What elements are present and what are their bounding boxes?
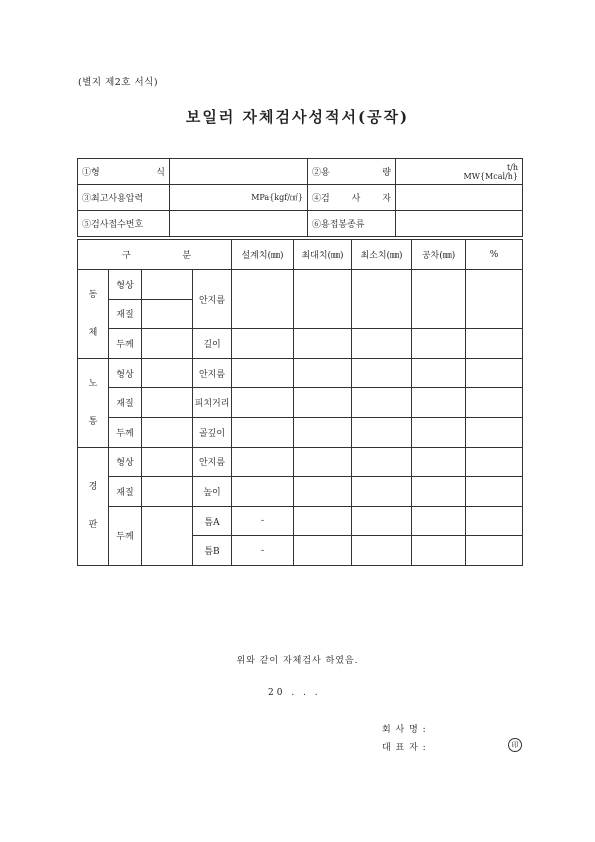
category-header-1: 구 [122,251,131,261]
body-inner-diameter-tolerance[interactable] [412,270,466,329]
inspector-label [308,185,396,211]
plate-gap-b-percent[interactable] [466,536,523,566]
tolerance-header: 공차(㎜) [412,240,466,270]
body-inner-diameter-percent[interactable] [466,270,523,329]
body-inner-diameter-min[interactable] [352,270,412,329]
tube-section-label [78,358,109,447]
min-header: 최소치(㎜) [352,240,412,270]
tube-label-2: 통 [88,416,98,427]
inspector-label-1: ④검 [312,194,330,204]
body-thickness-label: 두께 [109,329,142,359]
design-header: 설계치(㎜) [232,240,294,270]
table-row [78,388,523,418]
plate-height-label: 높이 [193,477,232,507]
statement-text: 위와 같이 자체검사 하였음. [236,656,359,666]
tube-pitch-design[interactable] [232,388,294,418]
receipt-field[interactable] [170,211,308,237]
inspector-label-3: 자 [382,194,391,204]
tube-inner-diameter-min[interactable] [352,358,412,388]
table-header-row [78,240,523,270]
receipt-label: ⑤검사접수번호 [78,211,170,237]
plate-gap-b-max[interactable] [294,536,352,566]
plate-section-label [78,447,109,565]
capacity-field[interactable] [396,159,523,185]
tube-inner-diameter-design[interactable] [232,358,294,388]
pressure-unit: MPa{kgf/㎠} [251,193,303,202]
tube-inner-diameter-tolerance[interactable] [412,358,466,388]
plate-shape-value[interactable] [142,447,193,477]
table-row [78,329,523,359]
inspector-label-2: 사 [351,194,361,204]
body-length-label: 길이 [193,329,232,359]
plate-gap-b-min[interactable] [352,536,412,566]
tube-thickness-value[interactable] [142,417,193,447]
plate-gap-b-tolerance[interactable] [412,536,466,566]
company-label: 회 사 명 : [382,725,427,735]
welding-field[interactable] [396,211,523,237]
plate-inner-diameter-min[interactable] [352,447,412,477]
max-header: 최대치(㎜) [294,240,352,270]
plate-inner-diameter-design[interactable] [232,447,294,477]
body-length-min[interactable] [352,329,412,359]
tube-groove-depth-design[interactable] [232,417,294,447]
pressure-field[interactable] [170,185,308,211]
plate-material-value[interactable] [142,477,193,507]
tube-pitch-tolerance[interactable] [412,388,466,418]
welding-label: ⑥용접봉종류 [308,211,396,237]
plate-height-design[interactable] [232,477,294,507]
body-shape-value[interactable] [142,270,193,300]
plate-height-max[interactable] [294,477,352,507]
plate-gap-a-percent[interactable] [466,506,523,536]
type-label-1: ①형 [82,168,100,178]
plate-shape-label: 형상 [109,447,142,477]
body-length-max[interactable] [294,329,352,359]
tube-inner-diameter-percent[interactable] [466,358,523,388]
info-table [77,158,523,237]
plate-gap-b-label: 틈B [193,536,232,566]
body-material-label: 재질 [109,299,142,329]
body-length-tolerance[interactable] [412,329,466,359]
body-section-label [78,270,109,359]
plate-gap-a-tolerance[interactable] [412,506,466,536]
tube-pitch-label: 피치거리 [193,388,232,418]
capacity-unit-2: MW{Mcal/h} [463,171,518,181]
table-row [78,477,523,507]
body-shape-label: 형상 [109,270,142,300]
category-header-2: 분 [182,251,192,261]
plate-height-min[interactable] [352,477,412,507]
tube-thickness-label: 두께 [109,417,142,447]
type-label-2: 식 [156,168,165,178]
plate-inner-diameter-label: 안지름 [193,447,232,477]
table-row [78,506,523,536]
plate-height-tolerance[interactable] [412,477,466,507]
plate-gap-a-max[interactable] [294,506,352,536]
table-row [78,447,523,477]
body-inner-diameter-design[interactable] [232,270,294,329]
tube-groove-depth-percent[interactable] [466,417,523,447]
tube-pitch-percent[interactable] [466,388,523,418]
plate-gap-b-design: - [232,536,294,566]
body-thickness-value[interactable] [142,329,193,359]
type-field[interactable] [170,159,308,185]
body-inner-diameter-label: 안지름 [193,270,232,329]
plate-inner-diameter-max[interactable] [294,447,352,477]
tube-groove-depth-tolerance[interactable] [412,417,466,447]
plate-gap-a-min[interactable] [352,506,412,536]
inspector-field[interactable] [396,185,523,211]
measurement-table [77,239,523,566]
form-number: (별지 제2호 서식) [78,77,159,88]
plate-label-1: 경 [88,482,98,493]
body-label-1: 동 [88,289,98,300]
seal-mark: 印 [508,738,522,752]
capacity-label [308,159,396,185]
plate-thickness-value[interactable] [142,506,193,565]
plate-inner-diameter-tolerance[interactable] [412,447,466,477]
plate-thickness-label: 두께 [109,506,142,565]
percent-header: % [466,240,523,270]
table-row [78,270,523,300]
body-material-value[interactable] [142,299,193,329]
plate-gap-a-label: 틈A [193,506,232,536]
plate-inner-diameter-percent[interactable] [466,447,523,477]
plate-height-percent[interactable] [466,477,523,507]
representative-label: 대 표 자 : [382,743,427,753]
plate-label-2: 판 [88,520,98,531]
tube-label-1: 노 [88,378,98,389]
category-header [78,240,232,270]
type-label [78,159,170,185]
tube-shape-label: 형상 [109,358,142,388]
tube-pitch-min[interactable] [352,388,412,418]
tube-material-label: 재질 [109,388,142,418]
date-field: 20 . . . [268,688,321,698]
capacity-label-2: 량 [382,168,391,178]
tube-inner-diameter-max[interactable] [294,358,352,388]
plate-gap-a-design: - [232,506,294,536]
body-label-2: 체 [88,327,98,338]
tube-pitch-max[interactable] [294,388,352,418]
body-length-percent[interactable] [466,329,523,359]
tube-groove-depth-label: 골깊이 [193,417,232,447]
tube-inner-diameter-label: 안지름 [193,358,232,388]
document-title: 보일러 자체검사성적서(공작) [185,108,410,126]
tube-shape-value[interactable] [142,358,193,388]
table-row [78,417,523,447]
body-inner-diameter-max[interactable] [294,270,352,329]
tube-groove-depth-max[interactable] [294,417,352,447]
table-row [78,358,523,388]
capacity-unit-1: t/h [506,162,518,172]
body-length-design[interactable] [232,329,294,359]
pressure-label: ③최고사용압력 [78,185,170,211]
capacity-label-1: ②용 [312,168,330,178]
tube-material-value[interactable] [142,388,193,418]
tube-groove-depth-min[interactable] [352,417,412,447]
plate-material-label: 재질 [109,477,142,507]
